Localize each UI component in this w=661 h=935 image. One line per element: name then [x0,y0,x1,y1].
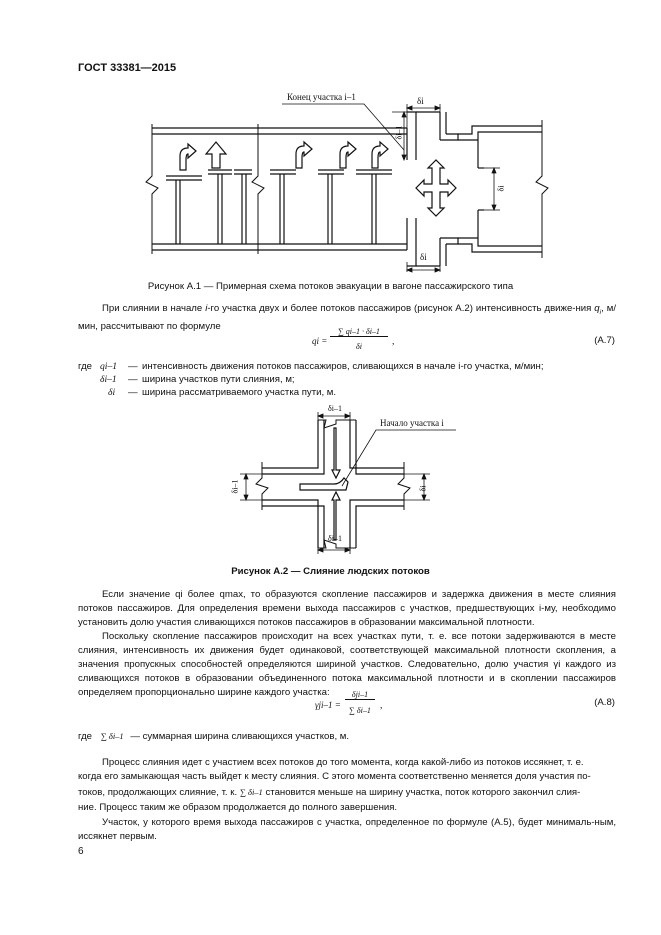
equation-a7-denominator: δi [356,342,362,351]
document-title: ГОСТ 33381—2015 [78,62,177,74]
para4-line2: когда его замыкающая часть выйдет к месту слияния. С этого момента соответственно меняется доля участия по- [78,770,591,782]
where-list-a8 [78,731,618,742]
figure-a1-caption: Рисунок А.1 — Примерная схема потоков эвакуации в вагоне пассажирского типа [147,281,514,292]
where-sym-delta-i: δi [108,387,116,398]
where-desc-q: интенсивность движения потоков пассажиров, сливающихся в начале i-го участка, м/мин; [142,361,544,372]
figure-a1-delta-top: δi [417,96,424,106]
figure-a2-label-start-of-section: Начало участка i [380,418,444,428]
figure-a2-delta-left: δi–1 [230,479,240,494]
paragraph-merge-intro: При слиянии в начале i-го участка двух и более потоков пассажиров (рисунок А.2) интенсивность движе-ния $q_i$, м/мин, рассчитывают по формуле [78,303,616,332]
where-dash: — [128,387,138,398]
figure-a1-delta-bottom: δi [420,252,427,262]
where-sym-sum-delta: ∑ δi–1 [100,731,124,741]
where-lead: где [78,361,93,372]
paragraph-share-of-participation: Поскольку скопление пассажиров происходит на всех участках пути, т. е. все потоки задерживаются в месте слияния, интенсивность их движения будет одинаковой, соответствующей максимальной плотности скопления, а значения пропускных способностей определяются шириной участков. Следовательно, долю участия γi каждого из сливающихся потоков в образовании объединенного потока максимальной плотности и в скоплении пассажиров определяем пропорционально ширине каждого участка: [78,631,616,698]
figure-a1-label-end-of-section: Конец участка i–1 [287,92,356,102]
where-dash: — [128,361,138,372]
figure-a1-delta-right: δi [496,185,506,192]
equation-a8-comma: , [380,700,383,711]
where-sym-q: qi–1 [100,361,118,372]
para4-line3: токов, продолжающих слияние, т. к. ∑ δi–1 становится меньше на ширину участка, поток которого закончил слия- [78,787,581,798]
paragraph-qmax: Если значение qi более qmax, то образуются скопление пассажиров и задержка движения в месте слияния потоков пассажиров. Для определения времени выхода пассажиров с участков, предшествующих i-му, необходимо установить долю участия сливающихся потоков пассажиров в образовании максимальной плотности. [78,589,616,628]
page-number: 6 [78,846,84,857]
equation-a7-comma: , [392,336,395,347]
where-sym-delta-i1: δi–1 [100,374,117,385]
where-dash: — [128,374,138,385]
figure-a1-delta-side: δi–1 [394,125,404,140]
equation-a7-numerator: ∑ qi–1 · δi–1 [330,327,388,337]
figure-a2-delta-bottom: δi–1 [328,534,342,543]
figure-a2-delta-top: δi–1 [328,404,342,413]
equation-a8-number: (А.8) [594,697,615,708]
paragraph-first-to-end: Участок, у которого время выхода пассажиров с участка, определенное по формуле (А.5), будет минималь-ным, иссякнет первым. [78,817,616,842]
equation-a8-denominator: ∑ δi–1 [349,706,371,715]
where-lead: где [78,731,93,742]
equation-a7-number: (А.7) [594,335,615,346]
where-desc-delta-i1: ширина участков пути слияния, м; [142,374,295,385]
equation-a8-numerator: δji–1 [345,690,375,700]
para4-line1: Процесс слияния идет с участием всех потоков до того момента, когда какой-либо из потоков иссякнет, т. е. [102,757,584,768]
paragraph-merge-process [78,756,618,815]
equation-a7-lhs: qi = [312,336,328,346]
equation-a8-lhs: γji–1 = [315,700,341,710]
figure-a2-delta-right: δi [418,485,428,492]
para4-line4: ние. Процесс таким же образом продолжается до полного завершения. [78,802,398,813]
where-desc-sum-delta: — суммарная ширина сливающихся участков, м. [130,731,350,742]
para4-sum-symbol: ∑ δi–1 [239,787,263,797]
figure-a2-caption: Рисунок А.2 — Слияние людских потоков [231,566,430,577]
where-desc-delta-i: ширина рассматриваемого участка пути, м. [142,387,337,398]
